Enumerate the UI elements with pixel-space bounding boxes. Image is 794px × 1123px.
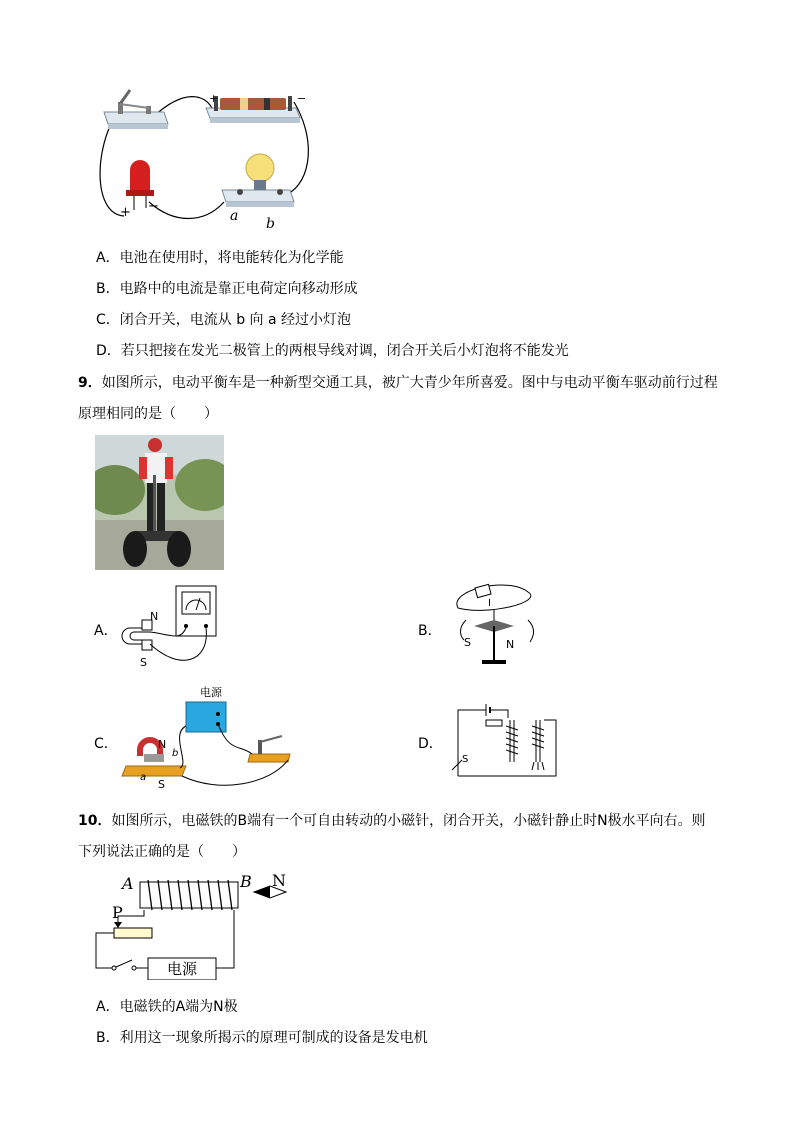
- q9b-s-label: S: [464, 636, 471, 649]
- q9-option-a-label: A．: [94, 623, 118, 639]
- q9-figure-a: [120, 582, 230, 677]
- bulb-terminal-a-label: a: [230, 208, 239, 224]
- bulb-terminal-b-label: b: [266, 216, 275, 232]
- q9c-b-label: b: [172, 748, 179, 759]
- end-a-label: A: [122, 874, 134, 893]
- battery-minus-label: −: [297, 92, 307, 105]
- power-source-label: 电源: [166, 960, 198, 978]
- q9b-i-label: I: [488, 598, 491, 609]
- q10-option-a: A．电磁铁的A端为N极: [96, 999, 238, 1015]
- q9d-s-label: S: [462, 754, 469, 765]
- q10-number: 10．: [78, 813, 112, 829]
- battery-plus-label: +: [209, 92, 219, 105]
- q9c-source-label: 电源: [200, 686, 222, 699]
- q9-figure-d: [448, 700, 560, 784]
- q9-figure-b: [448, 580, 548, 672]
- q9-option-b-label: B．: [418, 623, 442, 639]
- q9c-s-label: S: [158, 778, 165, 791]
- q9-figure-c: [120, 684, 300, 794]
- q9a-s-label: S: [140, 656, 147, 669]
- needle-n-label: N: [272, 871, 286, 890]
- q10-stem-line2: 下列说法正确的是（ ）: [78, 844, 246, 860]
- q9c-a-label: a: [140, 772, 147, 783]
- q8-option-c: C．闭合开关，电流从 b 向 a 经过小灯泡: [96, 312, 352, 328]
- q8-option-a: A．电池在使用时，将电能转化为化学能: [96, 250, 344, 266]
- q9b-n-label: N: [506, 638, 515, 651]
- q10-stem-text: 如图所示，电磁铁的B端有一个可自由转动的小磁针，闭合开关，小磁针静止时N极水平向右。则: [111, 813, 706, 829]
- q8-option-b: B．电路中的电流是靠正电荷定向移动形成: [96, 281, 358, 297]
- led-minus-label: −: [148, 199, 159, 214]
- q10-option-b: B．利用这一现象所揭示的原理可制成的设备是发电机: [96, 1030, 428, 1046]
- circuit-figure-q8: [94, 84, 324, 234]
- q10-stem-line1: [78, 812, 706, 830]
- balance-scooter-photo: [95, 435, 224, 570]
- q9-number: 9．: [78, 375, 102, 391]
- q9a-n-label: N: [150, 610, 159, 623]
- q9-stem-line2: 原理相同的是（ ）: [78, 406, 218, 422]
- slider-p-label: P: [112, 903, 123, 922]
- end-b-label: B: [240, 872, 252, 891]
- q9-option-d-label: D．: [418, 736, 443, 752]
- q9-stem-line1: [78, 374, 718, 392]
- q9-option-c-label: C．: [94, 736, 118, 752]
- q9-stem-text: 如图所示，电动平衡车是一种新型交通工具，被广大青少年所喜爱。图中与电动平衡车驱动前行过程: [101, 375, 718, 391]
- led-plus-label: +: [120, 205, 131, 220]
- q8-option-d: D．若只把接在发光二极管上的两根导线对调，闭合开关后小灯泡将不能发光: [96, 343, 569, 359]
- electromagnet-circuit-figure: [92, 870, 292, 980]
- q9c-n-label: N: [158, 738, 167, 751]
